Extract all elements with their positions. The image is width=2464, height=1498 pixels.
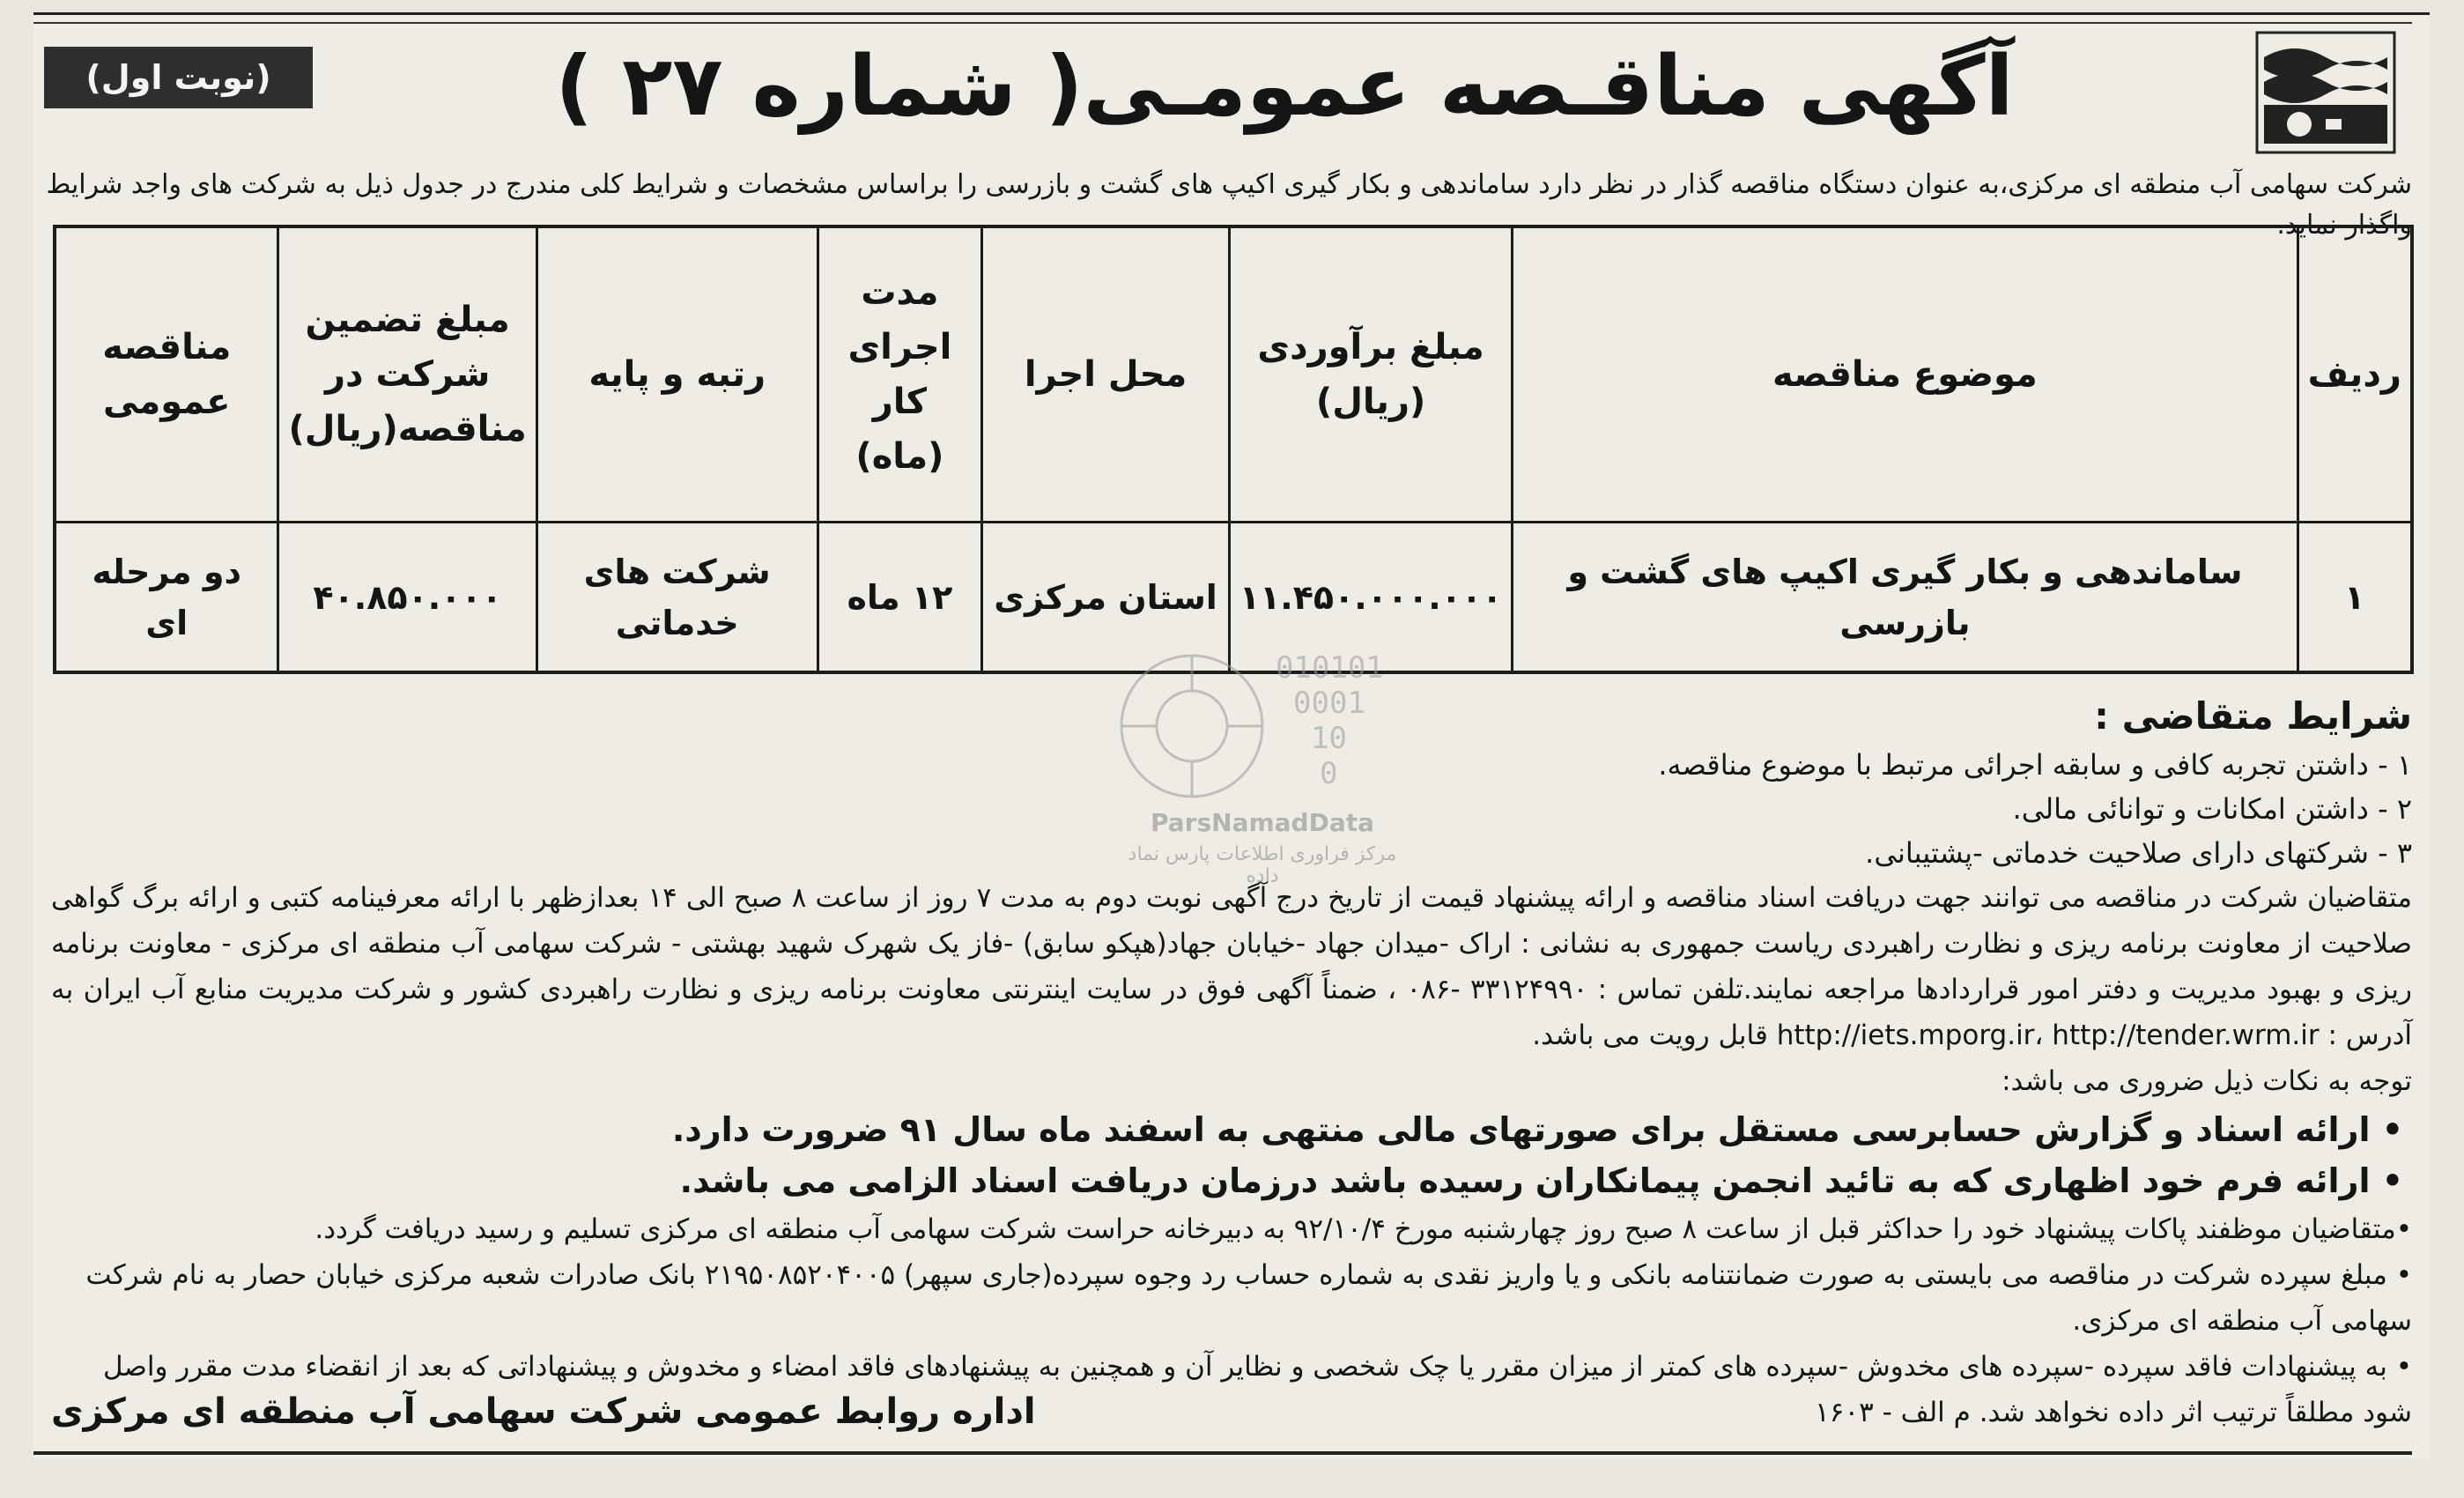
col-header-location: محل اجرا: [982, 226, 1230, 523]
svg-text:0001: 0001: [1293, 686, 1365, 721]
submission-paragraph: متقاضیان شرکت در مناقصه می توانند جهت دریافت اسناد مناقصه و ارائه پیشنهاد قیمت از تاریخ درج آگهی نوبت دوم به مدت ۷ روز از ساعت ۸ صبح الی ۱۴ بعدازظهر با ارائه معرفینامه کتبی و ارائه برگ گواهی صلاحیت از معاونت برنامه ریزی و نظارت راهبردی ریاست جمهوری به نشانی : اراک -میدان جهاد -خیابان جهاد(هپکو سابق) -فاز یک شهرک شهید بهشتی - شرکت سهامی آب منطقه ای مرکزی - معاونت برنامه ریزی و بهبود مدیریت و دفتر امور قراردادها مراجعه نمایند.تلفن تماس : ۳۳۱۲۴۹۹۰ -۰۸۶ ، ضمناً آگهی فوق در سایت اینترنتی معاونت برنامه ریزی و نظارت راهبردی کشور و شرکت مدیریت منابع آب ایران به آدرس : http://iets.mporg.ir، http://tender.wrm.ir قابل رویت می باشد.: [51, 882, 2412, 1051]
water-company-logo-icon: [2255, 31, 2396, 154]
note-item: • به پیشنهادات فاقد سپرده -سپرده های مخدوش -سپرده های کمتر از میزان مقرر یا چک شخصی و نظایر آن و همچنین به پیشنهادهای فاقد امضاء و مخدوش و پیشنهاداتی که بعد از انقضاء مدت مقرر واصل شود مطلقاً ترتیب اثر داده نخواهد شد. م الف - ۱۶۰۳: [103, 1351, 2412, 1428]
cell-location: استان مرکزی: [982, 523, 1230, 673]
cell-estimate: ۱۱.۴۵۰.۰۰۰.۰۰۰: [1229, 523, 1512, 673]
svg-text:0: 0: [1320, 756, 1338, 791]
col-header-subject: موضوع مناقصه: [1513, 226, 2298, 523]
svg-text:10: 10: [1311, 721, 1347, 756]
newspaper-ad: [33, 12, 2430, 1460]
bold-note: • ارائه اسناد و گزارش حسابرسی مستقل برای صورتهای مالی منتهی به اسفند ماه سال ۹۱ ضرورت دارد.: [671, 1110, 2403, 1149]
col-header-type: مناقصه عمومی: [55, 226, 278, 523]
col-header-guarantee: مبلغ تضمین شرکت در مناقصه(ریال): [278, 226, 536, 523]
tender-table: [53, 225, 2414, 674]
cell-subject: ساماندهی و بکار گیری اکیپ های گشت و بازرسی: [1513, 523, 2298, 673]
bottom-rule: [33, 1451, 2412, 1455]
ad-title: آگهی مناقـصه عمومـی( شماره ۲۷ ): [555, 39, 2014, 135]
notes-intro: توجه به نکات ذیل ضروری می باشد:: [2002, 1065, 2412, 1097]
watermark-caption: مرکز فراوری اطلاعات پارس نماد داده: [1128, 843, 1397, 887]
notice-round-badge: (نوبت اول): [44, 47, 313, 108]
watermark-brand: ParsNamadData: [1151, 808, 1374, 837]
bold-note: • ارائه فرم خود اظهاری که به تائید انجمن پیمانکاران رسیده باشد درزمان دریافت اسناد الزامی می باشد.: [679, 1161, 2403, 1200]
col-header-estimate: مبلغ برآوردی (ریال): [1229, 226, 1512, 523]
cell-duration: ۱۲ ماه: [818, 523, 982, 673]
condition-item: ۳ - شرکتهای دارای صلاحیت خدماتی -پشتیبانی.: [1865, 836, 2412, 870]
table-header-row: [55, 226, 2412, 523]
col-header-grade: رتبه و پایه: [536, 226, 818, 523]
svg-text:010101: 010101: [1276, 650, 1384, 686]
cell-type: دو مرحله ای: [55, 523, 278, 673]
condition-item: ۲ - داشتن امکانات و توانائی مالی.: [2012, 792, 2412, 826]
condition-item: ۱ - داشتن تجربه کافی و سابقه اجرائی مرتبط با موضوع مناقصه.: [1658, 748, 2412, 782]
note-item: •متقاضیان موظفند پاکات پیشنهاد خود را حداکثر قبل از ساعت ۸ صبح روز چهارشنبه مورخ ۹۲/۱۰/۴ به دبیرخانه حراست شرکت سهامی آب منطقه ای مرکزی تسلیم و رسید دریافت گردد.: [314, 1213, 2412, 1245]
cell-row: ۱: [2298, 523, 2412, 673]
col-header-row: ردیف: [2298, 226, 2412, 523]
conditions-title: شرایط متقاضی :: [2094, 694, 2412, 738]
col-header-duration: مدت اجرای کار (ماه): [818, 226, 982, 523]
note-item: • مبلغ سپرده شرکت در مناقصه می بایستی به صورت ضمانتنامه بانکی و یا واریز نقدی به شماره حساب رد وجوه سپرده(جاری سپهر) ۲۱۹۵۰۸۵۲۰۴۰۰۵ بانک صادرات شعبه مرکزی خیابان حصار به نام شرکت سهامی آب منطقه ای مرکزی.: [85, 1259, 2412, 1337]
cell-guarantee: ۴۰.۸۵۰.۰۰۰: [278, 523, 536, 673]
top-rule: [33, 22, 2412, 24]
conditions-section: [51, 690, 2412, 1435]
cell-grade: شرکت های خدماتی: [536, 523, 818, 673]
intro-text: شرکت سهامی آب منطقه ای مرکزی،به عنوان دستگاه مناقصه گذار در نظر دارد ساماندهی و بکار گیری اکیپ های گشت و بازرسی را براساس مشخصات و شرایط کلی مندرج در جدول ذیل به شرکت های واجد شرایط واگذار نماید.: [46, 169, 2412, 241]
signature-line: اداره روابط عمومی شرکت سهامی آب منطقه ای مرکزی: [51, 1391, 1036, 1432]
